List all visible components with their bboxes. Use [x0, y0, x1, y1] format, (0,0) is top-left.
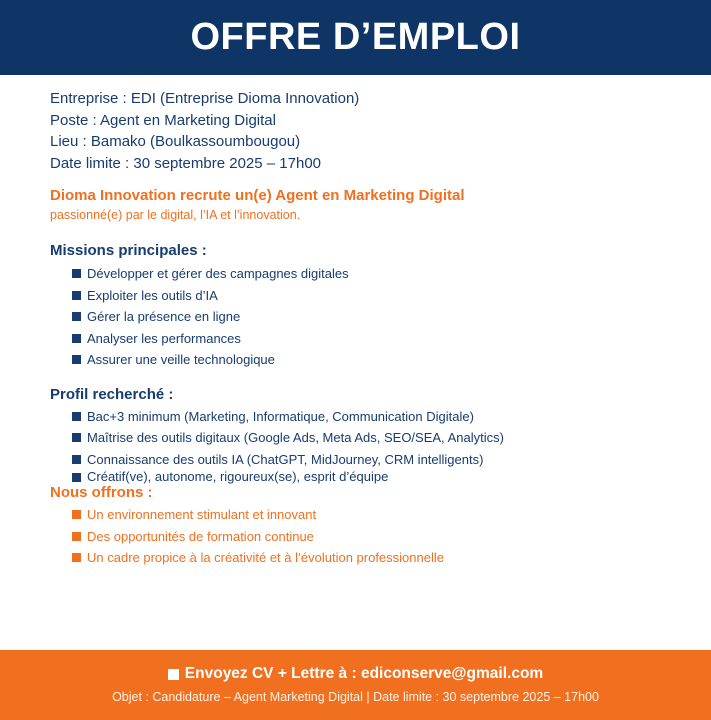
square-bullet-icon — [72, 553, 81, 562]
square-bullet-icon — [72, 473, 81, 482]
job-offer-content — [50, 88, 690, 569]
offer-list — [50, 504, 690, 569]
profile-text: Connaissance des outils IA (ChatGPT, MidJourney, CRM intelligents) — [87, 451, 484, 467]
square-bullet-icon — [72, 433, 81, 442]
list-item — [72, 526, 690, 548]
missions-list — [50, 263, 690, 371]
company-line: Entreprise : EDI (Entreprise Dioma Innovation) — [50, 90, 360, 107]
list-item — [72, 349, 690, 371]
mission-text: Gérer la présence en ligne — [87, 309, 241, 324]
list-item — [72, 449, 690, 471]
square-bullet-icon — [72, 291, 81, 300]
square-bullet-icon — [72, 510, 81, 519]
offer-text: Un cadre propice à la créativité et à l’évolution professionnelle — [87, 550, 444, 565]
mission-text: Assurer une veille technologique — [87, 352, 275, 367]
mission-text: Développer et gérer des campagnes digitales — [87, 266, 349, 281]
mission-text: Analyser les performances — [87, 330, 241, 346]
offer-title: Nous offrons : — [50, 484, 153, 501]
square-bullet-icon — [168, 669, 179, 680]
footer-banner — [0, 650, 711, 720]
recruitment-subline: passionné(e) par le digital, l’IA et l’innovation. — [50, 208, 301, 222]
offer-text: Un environnement stimulant et innovant — [87, 507, 317, 522]
list-item — [72, 263, 690, 285]
application-contact — [168, 662, 543, 686]
square-bullet-icon — [72, 412, 81, 421]
deadline-line: Date limite : 30 septembre 2025 – 17h00 — [50, 154, 322, 172]
missions-title: Missions principales : — [50, 242, 207, 259]
offer-text: Des opportunités de formation continue — [87, 528, 314, 544]
list-item — [72, 470, 690, 484]
list-item — [72, 504, 690, 526]
square-bullet-icon — [72, 334, 81, 343]
profile-text: Maîtrise des outils digitaux (Google Ads, Meta Ads, SEO/SEA, Analytics) — [87, 430, 504, 445]
contact-email-text: Envoyez CV + Lettre à : ediconserve@gmail.com — [184, 665, 544, 682]
page-title: OFFRE D’EMPLOI — [190, 16, 521, 58]
list-item — [72, 547, 690, 569]
profile-title: Profil recherché : — [50, 385, 174, 403]
list-item — [72, 328, 690, 350]
square-bullet-icon — [72, 312, 81, 321]
list-item — [72, 306, 690, 328]
square-bullet-icon — [72, 269, 81, 278]
recruitment-headline: Dioma Innovation recrute un(e) Agent en Marketing Digital — [50, 187, 465, 204]
square-bullet-icon — [72, 532, 81, 541]
square-bullet-icon — [72, 455, 81, 464]
square-bullet-icon — [72, 355, 81, 364]
list-item — [72, 427, 690, 449]
list-item — [72, 406, 690, 428]
location-line: Lieu : Bamako (Boulkassoumbougou) — [50, 133, 301, 150]
profile-text: Bac+3 minimum (Marketing, Informatique, Communication Digitale) — [87, 408, 474, 424]
application-subject: Objet : Candidature – Agent Marketing Digital | Date limite : 30 septembre 2025 – 17h00 — [112, 690, 599, 704]
position-line: Poste : Agent en Marketing Digital — [50, 111, 276, 129]
profile-text: Créatif(ve), autonome, rigoureux(se), esprit d’équipe — [87, 469, 389, 484]
mission-text: Exploiter les outils d’IA — [87, 287, 218, 303]
header-banner — [0, 0, 711, 75]
profile-list — [50, 406, 690, 485]
list-item — [72, 285, 690, 307]
